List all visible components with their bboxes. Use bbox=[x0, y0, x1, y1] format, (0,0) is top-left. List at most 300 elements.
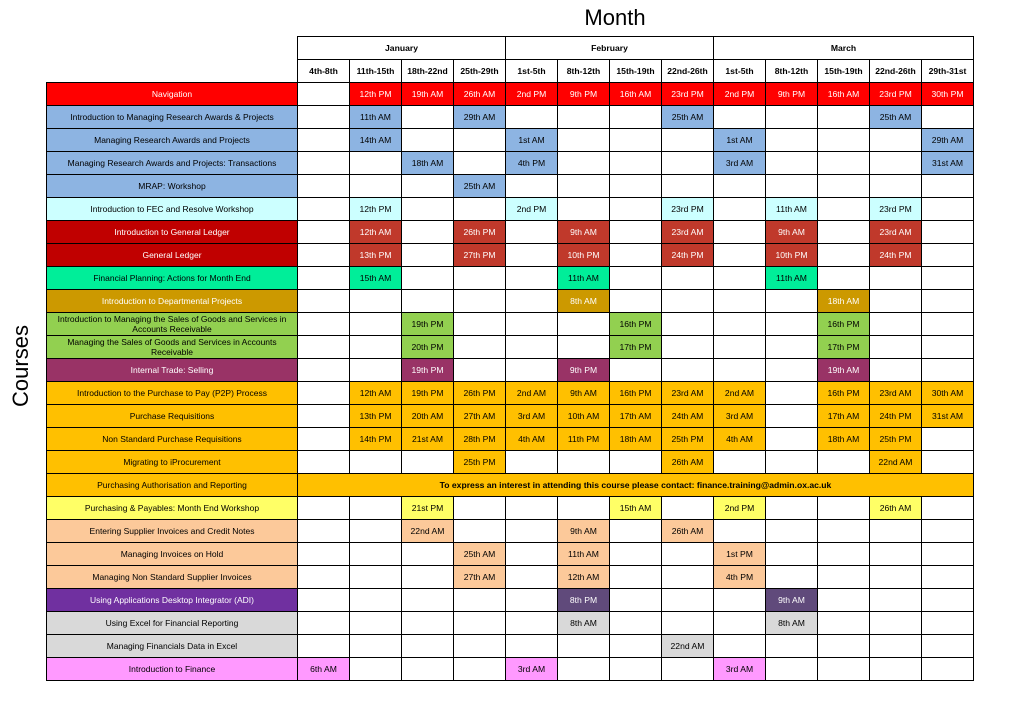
week-header: 25th-29th bbox=[454, 60, 506, 83]
course-row bbox=[47, 612, 974, 635]
course-row bbox=[47, 221, 974, 244]
empty-slot bbox=[922, 497, 974, 520]
session-cell: 27th PM bbox=[454, 244, 506, 267]
empty-slot bbox=[298, 129, 350, 152]
course-contact-note: To express an interest in attending this course please contact: finance.training@admin.ox.ac.uk bbox=[298, 474, 974, 497]
week-header: 1st-5th bbox=[714, 60, 766, 83]
session-cell: 29th AM bbox=[454, 106, 506, 129]
empty-slot bbox=[818, 635, 870, 658]
session-cell: 31st AM bbox=[922, 405, 974, 428]
empty-slot bbox=[350, 635, 402, 658]
empty-slot bbox=[298, 497, 350, 520]
session-cell: 24th PM bbox=[870, 244, 922, 267]
week-header: 8th-12th bbox=[558, 60, 610, 83]
empty-slot bbox=[818, 543, 870, 566]
empty-slot bbox=[610, 359, 662, 382]
empty-slot bbox=[454, 658, 506, 681]
week-header-row bbox=[47, 60, 974, 83]
session-cell: 9th AM bbox=[558, 520, 610, 543]
empty-slot bbox=[454, 520, 506, 543]
session-cell: 3rd AM bbox=[506, 405, 558, 428]
course-name: Using Applications Desktop Integrator (ADI) bbox=[47, 589, 298, 612]
empty-slot bbox=[402, 566, 454, 589]
session-cell: 21st AM bbox=[402, 428, 454, 451]
session-cell: 25th AM bbox=[662, 106, 714, 129]
course-name: Introduction to FEC and Resolve Workshop bbox=[47, 198, 298, 221]
empty-slot bbox=[610, 198, 662, 221]
course-row bbox=[47, 106, 974, 129]
month-header: March bbox=[714, 37, 974, 60]
empty-slot bbox=[766, 359, 818, 382]
session-cell: 16th PM bbox=[818, 313, 870, 336]
empty-slot bbox=[610, 244, 662, 267]
session-cell: 11th AM bbox=[766, 267, 818, 290]
session-cell: 16th PM bbox=[610, 313, 662, 336]
course-name: General Ledger bbox=[47, 244, 298, 267]
course-name: Introduction to Managing the Sales of Goods and Services in Accounts Receivable bbox=[47, 313, 298, 336]
session-cell: 20th AM bbox=[402, 405, 454, 428]
empty-slot bbox=[454, 198, 506, 221]
course-row bbox=[47, 336, 974, 359]
session-cell: 25th AM bbox=[454, 175, 506, 198]
empty-slot bbox=[402, 290, 454, 313]
session-cell: 16th AM bbox=[818, 83, 870, 106]
empty-slot bbox=[818, 267, 870, 290]
course-row bbox=[47, 405, 974, 428]
empty-slot bbox=[870, 520, 922, 543]
week-header: 22nd-26th bbox=[662, 60, 714, 83]
session-cell: 3rd AM bbox=[506, 658, 558, 681]
session-cell: 16th PM bbox=[818, 382, 870, 405]
session-cell: 4th PM bbox=[506, 152, 558, 175]
empty-slot bbox=[454, 336, 506, 359]
session-cell: 26th AM bbox=[662, 520, 714, 543]
empty-slot bbox=[506, 290, 558, 313]
session-cell: 9th PM bbox=[558, 359, 610, 382]
empty-slot bbox=[298, 589, 350, 612]
course-name: Introduction to the Purchase to Pay (P2P) Process bbox=[47, 382, 298, 405]
session-cell: 1st AM bbox=[714, 129, 766, 152]
empty-slot bbox=[766, 129, 818, 152]
empty-slot bbox=[402, 106, 454, 129]
empty-slot bbox=[818, 612, 870, 635]
empty-slot bbox=[298, 106, 350, 129]
session-cell: 23rd PM bbox=[662, 83, 714, 106]
empty-slot bbox=[870, 543, 922, 566]
session-cell: 10th PM bbox=[558, 244, 610, 267]
session-cell: 26th PM bbox=[454, 221, 506, 244]
session-cell: 9th AM bbox=[766, 221, 818, 244]
empty-slot bbox=[922, 267, 974, 290]
empty-slot bbox=[870, 313, 922, 336]
empty-slot bbox=[662, 152, 714, 175]
empty-slot bbox=[922, 244, 974, 267]
empty-slot bbox=[454, 497, 506, 520]
empty-slot bbox=[714, 198, 766, 221]
session-cell: 25th AM bbox=[454, 543, 506, 566]
empty-slot bbox=[610, 106, 662, 129]
session-cell: 9th AM bbox=[766, 589, 818, 612]
empty-slot bbox=[922, 175, 974, 198]
session-cell: 21st PM bbox=[402, 497, 454, 520]
session-cell: 8th AM bbox=[766, 612, 818, 635]
session-cell: 17th AM bbox=[610, 405, 662, 428]
session-cell: 2nd PM bbox=[714, 497, 766, 520]
empty-slot bbox=[870, 359, 922, 382]
empty-slot bbox=[298, 612, 350, 635]
empty-slot bbox=[870, 129, 922, 152]
empty-slot bbox=[402, 198, 454, 221]
empty-slot bbox=[558, 336, 610, 359]
session-cell: 3rd AM bbox=[714, 152, 766, 175]
session-cell: 16th AM bbox=[610, 83, 662, 106]
empty-slot bbox=[610, 635, 662, 658]
empty-slot bbox=[558, 313, 610, 336]
course-name: Managing Financials Data in Excel bbox=[47, 635, 298, 658]
session-cell: 30th AM bbox=[922, 382, 974, 405]
session-cell: 18th AM bbox=[610, 428, 662, 451]
empty-slot bbox=[662, 290, 714, 313]
session-cell: 13th PM bbox=[350, 244, 402, 267]
empty-slot bbox=[402, 635, 454, 658]
empty-slot bbox=[662, 658, 714, 681]
empty-slot bbox=[922, 336, 974, 359]
empty-slot bbox=[662, 497, 714, 520]
empty-slot bbox=[662, 566, 714, 589]
empty-slot bbox=[350, 451, 402, 474]
session-cell: 13th PM bbox=[350, 405, 402, 428]
empty-slot bbox=[506, 106, 558, 129]
course-row bbox=[47, 428, 974, 451]
session-cell: 11th AM bbox=[766, 198, 818, 221]
empty-slot bbox=[922, 221, 974, 244]
session-cell: 25th PM bbox=[662, 428, 714, 451]
empty-slot bbox=[922, 198, 974, 221]
empty-slot bbox=[766, 106, 818, 129]
course-row bbox=[47, 520, 974, 543]
session-cell: 23rd AM bbox=[870, 382, 922, 405]
session-cell: 19th AM bbox=[402, 83, 454, 106]
course-name: Managing Invoices on Hold bbox=[47, 543, 298, 566]
course-name: Financial Planning: Actions for Month End bbox=[47, 267, 298, 290]
course-name: Purchasing Authorisation and Reporting bbox=[47, 474, 298, 497]
empty-slot bbox=[402, 267, 454, 290]
empty-slot bbox=[454, 129, 506, 152]
empty-slot bbox=[766, 175, 818, 198]
course-row bbox=[47, 589, 974, 612]
session-cell: 12th PM bbox=[350, 198, 402, 221]
empty-slot bbox=[766, 152, 818, 175]
session-cell: 23rd PM bbox=[662, 198, 714, 221]
session-cell: 12th AM bbox=[558, 566, 610, 589]
empty-slot bbox=[298, 198, 350, 221]
course-name: Navigation bbox=[47, 83, 298, 106]
empty-slot bbox=[558, 152, 610, 175]
empty-slot bbox=[818, 658, 870, 681]
empty-slot bbox=[766, 382, 818, 405]
empty-slot bbox=[558, 198, 610, 221]
session-cell: 26th PM bbox=[454, 382, 506, 405]
empty-slot bbox=[818, 497, 870, 520]
session-cell: 3rd AM bbox=[714, 658, 766, 681]
session-cell: 29th AM bbox=[922, 129, 974, 152]
empty-slot bbox=[922, 543, 974, 566]
course-name: Introduction to Departmental Projects bbox=[47, 290, 298, 313]
empty-slot bbox=[298, 543, 350, 566]
course-name: Introduction to Managing Research Awards & Projects bbox=[47, 106, 298, 129]
empty-slot bbox=[610, 175, 662, 198]
course-row bbox=[47, 359, 974, 382]
session-cell: 4th AM bbox=[506, 428, 558, 451]
empty-slot bbox=[818, 520, 870, 543]
empty-slot bbox=[662, 612, 714, 635]
session-cell: 14th PM bbox=[350, 428, 402, 451]
empty-slot bbox=[402, 175, 454, 198]
session-cell: 23rd AM bbox=[870, 221, 922, 244]
empty-slot bbox=[662, 267, 714, 290]
empty-slot bbox=[610, 589, 662, 612]
empty-slot bbox=[402, 543, 454, 566]
empty-slot bbox=[402, 244, 454, 267]
empty-slot bbox=[870, 589, 922, 612]
session-cell: 19th PM bbox=[402, 359, 454, 382]
empty-slot bbox=[506, 313, 558, 336]
session-cell: 15th AM bbox=[610, 497, 662, 520]
empty-slot bbox=[298, 221, 350, 244]
empty-slot bbox=[766, 566, 818, 589]
course-row bbox=[47, 497, 974, 520]
empty-slot bbox=[714, 221, 766, 244]
session-cell: 2nd PM bbox=[714, 83, 766, 106]
session-cell: 17th PM bbox=[610, 336, 662, 359]
empty-slot bbox=[350, 543, 402, 566]
course-row bbox=[47, 175, 974, 198]
empty-slot bbox=[766, 497, 818, 520]
empty-slot bbox=[298, 336, 350, 359]
empty-slot bbox=[714, 175, 766, 198]
empty-slot bbox=[922, 612, 974, 635]
session-cell: 23rd PM bbox=[870, 83, 922, 106]
empty-slot bbox=[922, 428, 974, 451]
session-cell: 9th AM bbox=[558, 221, 610, 244]
empty-slot bbox=[714, 359, 766, 382]
empty-slot bbox=[506, 497, 558, 520]
empty-slot bbox=[714, 290, 766, 313]
session-cell: 8th PM bbox=[558, 589, 610, 612]
week-header: 1st-5th bbox=[506, 60, 558, 83]
course-row bbox=[47, 198, 974, 221]
empty-slot bbox=[610, 267, 662, 290]
empty-slot bbox=[350, 497, 402, 520]
course-name: MRAP: Workshop bbox=[47, 175, 298, 198]
empty-slot bbox=[350, 612, 402, 635]
week-header: 22nd-26th bbox=[870, 60, 922, 83]
session-cell: 10th PM bbox=[766, 244, 818, 267]
course-row bbox=[47, 290, 974, 313]
empty-slot bbox=[922, 658, 974, 681]
session-cell: 24th PM bbox=[662, 244, 714, 267]
empty-slot bbox=[610, 221, 662, 244]
empty-slot bbox=[922, 313, 974, 336]
session-cell: 26th AM bbox=[454, 83, 506, 106]
empty-slot bbox=[298, 428, 350, 451]
empty-slot bbox=[766, 635, 818, 658]
empty-slot bbox=[714, 589, 766, 612]
course-name: Purchasing & Payables: Month End Workshop bbox=[47, 497, 298, 520]
empty-slot bbox=[506, 267, 558, 290]
empty-slot bbox=[350, 566, 402, 589]
empty-slot bbox=[922, 589, 974, 612]
empty-slot bbox=[298, 635, 350, 658]
course-name: Introduction to Finance bbox=[47, 658, 298, 681]
session-cell: 31st AM bbox=[922, 152, 974, 175]
month-header-row bbox=[47, 37, 974, 60]
empty-slot bbox=[610, 451, 662, 474]
empty-slot bbox=[714, 106, 766, 129]
empty-slot bbox=[454, 589, 506, 612]
empty-slot bbox=[818, 129, 870, 152]
session-cell: 11th AM bbox=[350, 106, 402, 129]
session-cell: 23rd AM bbox=[662, 221, 714, 244]
empty-slot bbox=[818, 152, 870, 175]
empty-slot bbox=[610, 290, 662, 313]
session-cell: 11th PM bbox=[558, 428, 610, 451]
empty-slot bbox=[870, 635, 922, 658]
session-cell: 26th AM bbox=[870, 497, 922, 520]
session-cell: 8th AM bbox=[558, 612, 610, 635]
empty-slot bbox=[870, 336, 922, 359]
course-row bbox=[47, 382, 974, 405]
session-cell: 1st PM bbox=[714, 543, 766, 566]
empty-slot bbox=[506, 543, 558, 566]
empty-slot bbox=[870, 175, 922, 198]
empty-slot bbox=[402, 129, 454, 152]
empty-slot bbox=[922, 566, 974, 589]
session-cell: 12th PM bbox=[350, 83, 402, 106]
empty-slot bbox=[662, 313, 714, 336]
empty-slot bbox=[766, 658, 818, 681]
courses-label-text: Courses bbox=[8, 325, 33, 407]
week-header: 8th-12th bbox=[766, 60, 818, 83]
course-row bbox=[47, 152, 974, 175]
empty-slot bbox=[818, 451, 870, 474]
empty-slot bbox=[402, 589, 454, 612]
empty-slot bbox=[714, 451, 766, 474]
empty-slot bbox=[818, 244, 870, 267]
week-header: 11th-15th bbox=[350, 60, 402, 83]
empty-slot bbox=[298, 566, 350, 589]
session-cell: 23rd PM bbox=[870, 198, 922, 221]
session-cell: 2nd PM bbox=[506, 83, 558, 106]
empty-slot bbox=[350, 152, 402, 175]
course-name: Internal Trade: Selling bbox=[47, 359, 298, 382]
empty-slot bbox=[662, 175, 714, 198]
empty-slot bbox=[298, 175, 350, 198]
empty-slot bbox=[298, 382, 350, 405]
session-cell: 9th AM bbox=[558, 382, 610, 405]
session-cell: 1st AM bbox=[506, 129, 558, 152]
training-schedule-table bbox=[46, 36, 974, 681]
session-cell: 10th AM bbox=[558, 405, 610, 428]
empty-slot bbox=[350, 290, 402, 313]
empty-slot bbox=[298, 290, 350, 313]
session-cell: 3rd AM bbox=[714, 405, 766, 428]
empty-slot bbox=[662, 543, 714, 566]
empty-slot bbox=[558, 106, 610, 129]
session-cell: 19th AM bbox=[818, 359, 870, 382]
empty-slot bbox=[454, 612, 506, 635]
course-row bbox=[47, 267, 974, 290]
empty-slot bbox=[714, 336, 766, 359]
session-cell: 17th AM bbox=[818, 405, 870, 428]
empty-slot bbox=[610, 152, 662, 175]
empty-slot bbox=[402, 221, 454, 244]
empty-slot bbox=[818, 589, 870, 612]
week-header: 15th-19th bbox=[818, 60, 870, 83]
course-name: Non Standard Purchase Requisitions bbox=[47, 428, 298, 451]
session-cell: 9th PM bbox=[558, 83, 610, 106]
empty-slot bbox=[402, 451, 454, 474]
month-header: February bbox=[506, 37, 714, 60]
empty-slot bbox=[350, 359, 402, 382]
empty-slot bbox=[610, 543, 662, 566]
empty-slot bbox=[298, 520, 350, 543]
empty-slot bbox=[922, 520, 974, 543]
empty-slot bbox=[350, 336, 402, 359]
empty-slot bbox=[766, 451, 818, 474]
empty-slot bbox=[818, 198, 870, 221]
empty-slot bbox=[298, 313, 350, 336]
session-cell: 22nd AM bbox=[662, 635, 714, 658]
empty-slot bbox=[506, 175, 558, 198]
empty-slot bbox=[454, 635, 506, 658]
empty-slot bbox=[506, 336, 558, 359]
session-cell: 18th AM bbox=[402, 152, 454, 175]
course-name: Managing Research Awards and Projects bbox=[47, 129, 298, 152]
session-cell: 11th AM bbox=[558, 543, 610, 566]
empty-slot bbox=[506, 635, 558, 658]
course-row bbox=[47, 129, 974, 152]
empty-slot bbox=[454, 313, 506, 336]
empty-slot bbox=[610, 566, 662, 589]
empty-slot bbox=[558, 635, 610, 658]
empty-slot bbox=[870, 658, 922, 681]
empty-slot bbox=[298, 152, 350, 175]
empty-slot bbox=[766, 405, 818, 428]
empty-slot bbox=[454, 359, 506, 382]
session-cell: 25th PM bbox=[454, 451, 506, 474]
session-cell: 26th AM bbox=[662, 451, 714, 474]
empty-slot bbox=[922, 106, 974, 129]
session-cell: 20th PM bbox=[402, 336, 454, 359]
empty-slot bbox=[766, 290, 818, 313]
session-cell: 23rd AM bbox=[662, 382, 714, 405]
course-name: Migrating to iProcurement bbox=[47, 451, 298, 474]
session-cell: 12th AM bbox=[350, 382, 402, 405]
course-row bbox=[47, 543, 974, 566]
empty-slot bbox=[714, 313, 766, 336]
session-cell: 24th AM bbox=[662, 405, 714, 428]
session-cell: 14th AM bbox=[350, 129, 402, 152]
empty-slot bbox=[766, 428, 818, 451]
session-cell: 4th AM bbox=[714, 428, 766, 451]
course-name: Entering Supplier Invoices and Credit Notes bbox=[47, 520, 298, 543]
empty-slot bbox=[558, 497, 610, 520]
week-header: 4th-8th bbox=[298, 60, 350, 83]
empty-slot bbox=[870, 152, 922, 175]
empty-slot bbox=[714, 612, 766, 635]
empty-slot bbox=[298, 405, 350, 428]
